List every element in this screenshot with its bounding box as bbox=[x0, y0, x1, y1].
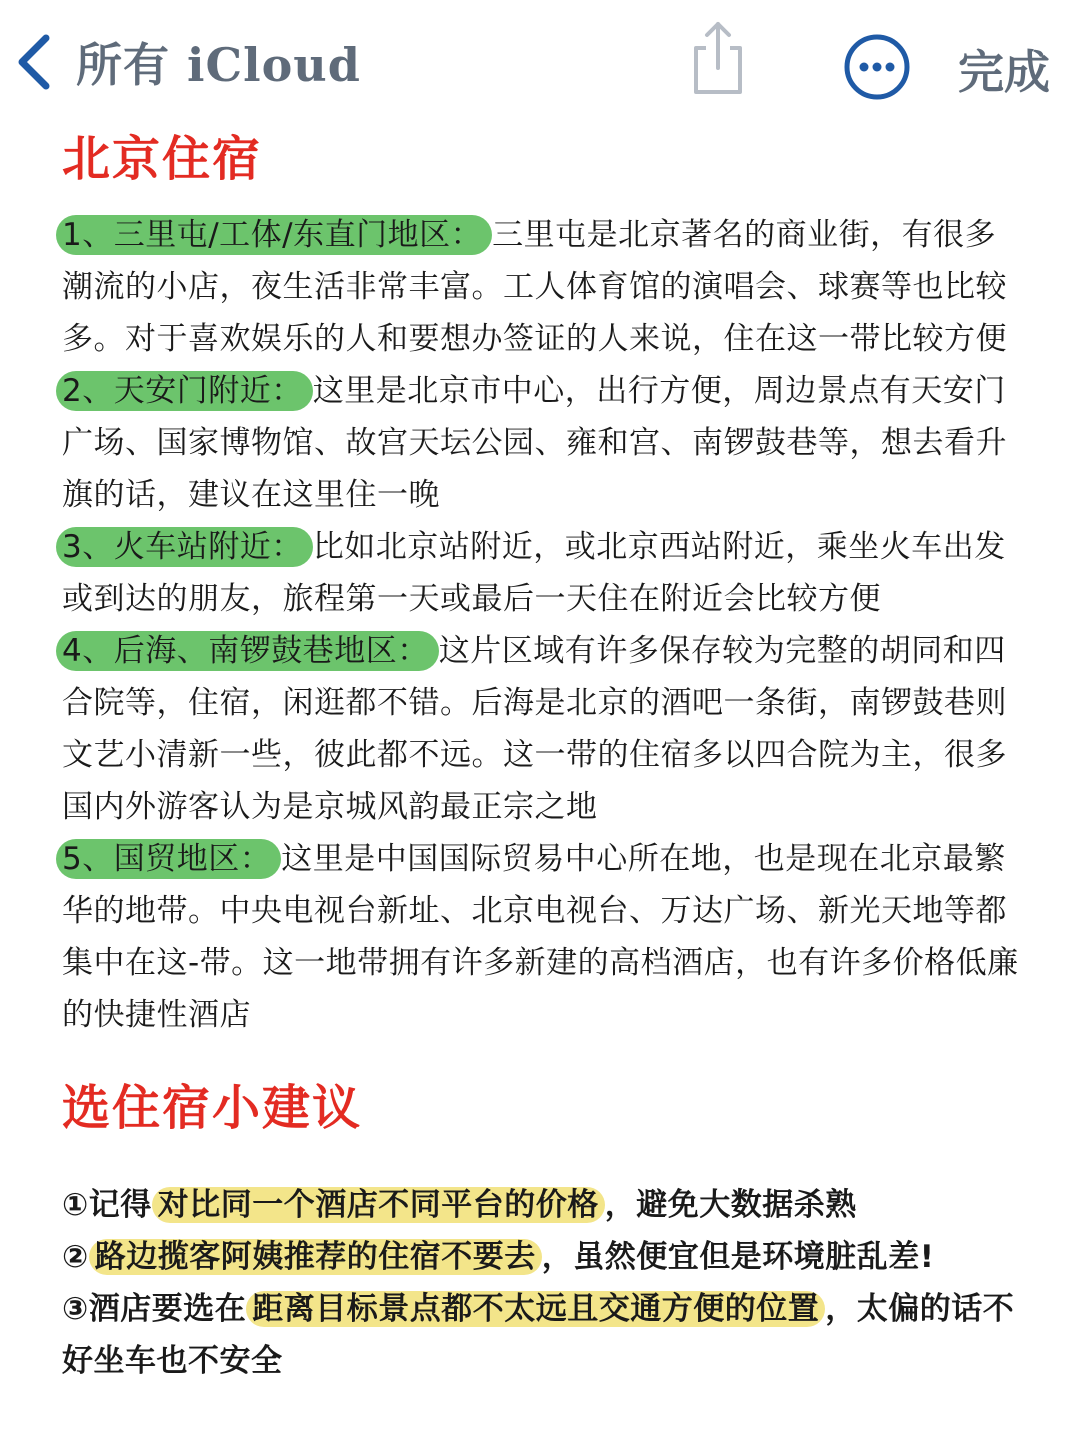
area-item bbox=[62, 625, 1022, 833]
accommodation-area-list bbox=[62, 209, 1022, 1041]
area-tag: 5、国贸地区： bbox=[56, 839, 281, 879]
area-tag: 2、天安门附近： bbox=[56, 371, 313, 411]
navigation-bar bbox=[0, 0, 1080, 120]
area-item bbox=[62, 833, 1022, 1041]
back-label: 所有 iCloud bbox=[76, 38, 361, 92]
tip-suffix: ，虽然便宜但是环境脏乱差! bbox=[541, 1239, 935, 1275]
section-title-beijing-accommodation: 北京住宿 bbox=[62, 131, 263, 187]
area-item bbox=[62, 365, 1022, 521]
tips-list bbox=[62, 1179, 1022, 1387]
area-item bbox=[62, 209, 1022, 365]
area-tag: 1、三里屯/工体/东直门地区： bbox=[56, 215, 492, 255]
tip-prefix: ①记得 bbox=[62, 1187, 152, 1223]
note-body bbox=[62, 124, 1022, 1387]
tip-highlight: 路边揽客阿姨推荐的住宿不要去 bbox=[89, 1239, 542, 1275]
tip-suffix: ，避免大数据杀熟 bbox=[604, 1187, 857, 1223]
more-button[interactable] bbox=[842, 32, 912, 102]
tip-item bbox=[62, 1283, 1022, 1387]
area-item bbox=[62, 521, 1022, 625]
tip-suffix: ，太偏的话不好坐车也不安全 bbox=[62, 1291, 1015, 1379]
done-button[interactable]: 完成 bbox=[958, 45, 1050, 99]
chevron-left-icon bbox=[14, 30, 54, 94]
share-button[interactable] bbox=[688, 18, 748, 98]
area-description: 比如北京站附近，或北京西站附近，乘坐火车出发或到达的朋友，旅程第一天或最后一天住在附近会比较方便 bbox=[62, 529, 1006, 617]
area-description: 这里是北京市中心，出行方便，周边景点有天安门广场、国家博物馆、故宫天坛公园、雍和宫、南锣鼓巷等，想去看升旗的话，建议在这里住一晚 bbox=[62, 373, 1007, 513]
area-tag: 4、后海、南锣鼓巷地区： bbox=[56, 631, 439, 671]
back-button[interactable] bbox=[14, 30, 361, 94]
tip-prefix: ③酒店要选在 bbox=[62, 1291, 247, 1327]
tip-item bbox=[62, 1179, 1022, 1231]
tip-highlight: 对比同一个酒店不同平台的价格 bbox=[152, 1187, 605, 1223]
tip-prefix: ② bbox=[62, 1239, 89, 1275]
area-tag: 3、火车站附近： bbox=[56, 527, 313, 567]
area-description: 三里屯是北京著名的商业街，有很多潮流的小店，夜生活非常丰富。工人体育馆的演唱会、球赛等也比较多。对于喜欢娱乐的人和要想办签证的人来说，住在这一带比较方便 bbox=[62, 217, 1007, 357]
section-title-tips: 选住宿小建议 bbox=[62, 1080, 363, 1136]
more-icon bbox=[842, 32, 912, 102]
share-icon bbox=[688, 18, 748, 98]
area-description: 这里是中国国际贸易中心所在地，也是现在北京最繁华的地带。中央电视台新址、北京电视台、万达广场、新光天地等都集中在这-带。这一地带拥有许多新建的高档酒店，也有许多价格低廉的快捷性酒店 bbox=[62, 841, 1019, 1033]
tip-highlight: 距离目标景点都不太远且交通方便的位置 bbox=[246, 1291, 825, 1327]
tip-item bbox=[62, 1231, 1022, 1283]
area-description: 这片区域有许多保存较为完整的胡同和四合院等，住宿，闲逛都不错。后海是北京的酒吧一条街，南锣鼓巷则文艺小清新一些，彼此都不远。这一带的住宿多以四合院为主，很多国内外游客认为是京城风韵最正宗之地 bbox=[62, 633, 1007, 825]
